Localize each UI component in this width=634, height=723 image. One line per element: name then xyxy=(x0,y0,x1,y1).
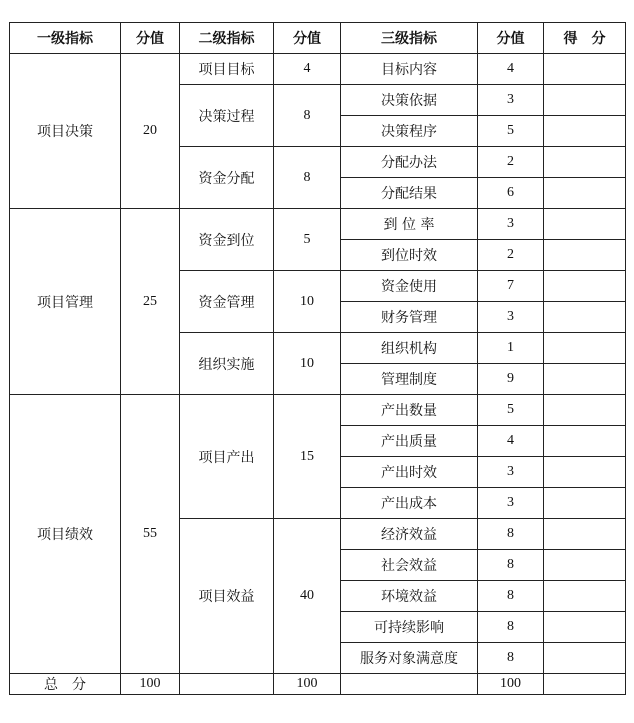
level3-score-cell: 4 xyxy=(478,54,544,85)
level1-score-cell: 20 xyxy=(121,54,180,209)
level3-score-cell: 3 xyxy=(478,209,544,240)
level2-index-cell: 项目产出 xyxy=(180,395,274,519)
obtained-score-cell xyxy=(544,209,626,240)
level2-score-cell: 8 xyxy=(274,147,341,209)
level2-index-cell: 资金分配 xyxy=(180,147,274,209)
level3-index-cell: 产出时效 xyxy=(341,457,478,488)
header-level3-score: 分值 xyxy=(478,23,544,54)
total-level2-index-empty xyxy=(180,674,274,695)
level3-score-cell: 8 xyxy=(478,550,544,581)
level3-score-cell: 1 xyxy=(478,333,544,364)
obtained-score-cell xyxy=(544,581,626,612)
level2-score-cell: 10 xyxy=(274,271,341,333)
level1-score-cell: 25 xyxy=(121,209,180,395)
level3-index-cell: 决策依据 xyxy=(341,85,478,116)
obtained-score-cell xyxy=(544,147,626,178)
level3-score-cell: 8 xyxy=(478,643,544,674)
level1-index-cell: 项目绩效 xyxy=(10,395,121,674)
obtained-score-cell xyxy=(544,54,626,85)
obtained-score-cell xyxy=(544,302,626,333)
level3-index-cell: 产出质量 xyxy=(341,426,478,457)
level2-score-cell: 8 xyxy=(274,85,341,147)
level3-index-cell: 决策程序 xyxy=(341,116,478,147)
header-obtained-score: 得 分 xyxy=(544,23,626,54)
level3-index-cell: 环境效益 xyxy=(341,581,478,612)
obtained-score-cell xyxy=(544,116,626,147)
level3-index-cell: 到位时效 xyxy=(341,240,478,271)
table-row xyxy=(10,395,626,426)
level3-index-cell: 到 位 率 xyxy=(341,209,478,240)
level3-index-cell: 资金使用 xyxy=(341,271,478,302)
table-row xyxy=(10,209,626,240)
evaluation-table-wrapper xyxy=(9,22,626,695)
level3-index-cell: 管理制度 xyxy=(341,364,478,395)
obtained-score-cell xyxy=(544,612,626,643)
header-level2-index: 二级指标 xyxy=(180,23,274,54)
obtained-score-cell xyxy=(544,240,626,271)
level2-index-cell: 资金到位 xyxy=(180,209,274,271)
obtained-score-cell xyxy=(544,85,626,116)
level3-index-cell: 目标内容 xyxy=(341,54,478,85)
level2-score-cell: 15 xyxy=(274,395,341,519)
level3-score-cell: 8 xyxy=(478,612,544,643)
obtained-score-cell xyxy=(544,333,626,364)
level3-index-cell: 财务管理 xyxy=(341,302,478,333)
obtained-score-cell xyxy=(544,364,626,395)
level3-index-cell: 服务对象满意度 xyxy=(341,643,478,674)
obtained-score-cell xyxy=(544,426,626,457)
level2-index-cell: 组织实施 xyxy=(180,333,274,395)
level3-index-cell: 分配办法 xyxy=(341,147,478,178)
level2-score-cell: 10 xyxy=(274,333,341,395)
level3-index-cell: 可持续影响 xyxy=(341,612,478,643)
table-body xyxy=(10,54,626,674)
level3-score-cell: 3 xyxy=(478,457,544,488)
level2-index-cell: 决策过程 xyxy=(180,85,274,147)
level2-index-cell: 项目目标 xyxy=(180,54,274,85)
level1-score-cell: 55 xyxy=(121,395,180,674)
obtained-score-cell xyxy=(544,457,626,488)
level3-index-cell: 经济效益 xyxy=(341,519,478,550)
total-level3-score: 100 xyxy=(478,674,544,695)
level3-score-cell: 9 xyxy=(478,364,544,395)
level3-score-cell: 2 xyxy=(478,240,544,271)
table-row xyxy=(10,54,626,85)
level3-score-cell: 3 xyxy=(478,302,544,333)
evaluation-index-table xyxy=(9,22,626,695)
level3-score-cell: 3 xyxy=(478,85,544,116)
header-level1-index: 一级指标 xyxy=(10,23,121,54)
header-row xyxy=(10,23,626,54)
level3-index-cell: 分配结果 xyxy=(341,178,478,209)
header-level2-score: 分值 xyxy=(274,23,341,54)
total-label: 总 分 xyxy=(10,674,121,695)
level2-score-cell: 40 xyxy=(274,519,341,674)
level3-index-cell: 组织机构 xyxy=(341,333,478,364)
obtained-score-cell xyxy=(544,550,626,581)
level3-score-cell: 5 xyxy=(478,395,544,426)
level2-score-cell: 4 xyxy=(274,54,341,85)
obtained-score-cell xyxy=(544,488,626,519)
level3-score-cell: 7 xyxy=(478,271,544,302)
level3-index-cell: 社会效益 xyxy=(341,550,478,581)
level3-score-cell: 8 xyxy=(478,519,544,550)
level3-score-cell: 2 xyxy=(478,147,544,178)
obtained-score-cell xyxy=(544,395,626,426)
obtained-score-cell xyxy=(544,519,626,550)
level1-index-cell: 项目决策 xyxy=(10,54,121,209)
level2-index-cell: 资金管理 xyxy=(180,271,274,333)
level3-score-cell: 5 xyxy=(478,116,544,147)
level3-index-cell: 产出成本 xyxy=(341,488,478,519)
level3-score-cell: 8 xyxy=(478,581,544,612)
total-row xyxy=(10,674,626,695)
total-obtained-score-cell xyxy=(544,674,626,695)
obtained-score-cell xyxy=(544,178,626,209)
header-level1-score: 分值 xyxy=(121,23,180,54)
level1-index-cell: 项目管理 xyxy=(10,209,121,395)
obtained-score-cell xyxy=(544,643,626,674)
total-level2-score: 100 xyxy=(274,674,341,695)
level3-score-cell: 6 xyxy=(478,178,544,209)
total-level1-score: 100 xyxy=(121,674,180,695)
header-level3-index: 三级指标 xyxy=(341,23,478,54)
level3-score-cell: 4 xyxy=(478,426,544,457)
level3-index-cell: 产出数量 xyxy=(341,395,478,426)
total-level3-index-empty xyxy=(341,674,478,695)
obtained-score-cell xyxy=(544,271,626,302)
level2-score-cell: 5 xyxy=(274,209,341,271)
level2-index-cell: 项目效益 xyxy=(180,519,274,674)
level3-score-cell: 3 xyxy=(478,488,544,519)
